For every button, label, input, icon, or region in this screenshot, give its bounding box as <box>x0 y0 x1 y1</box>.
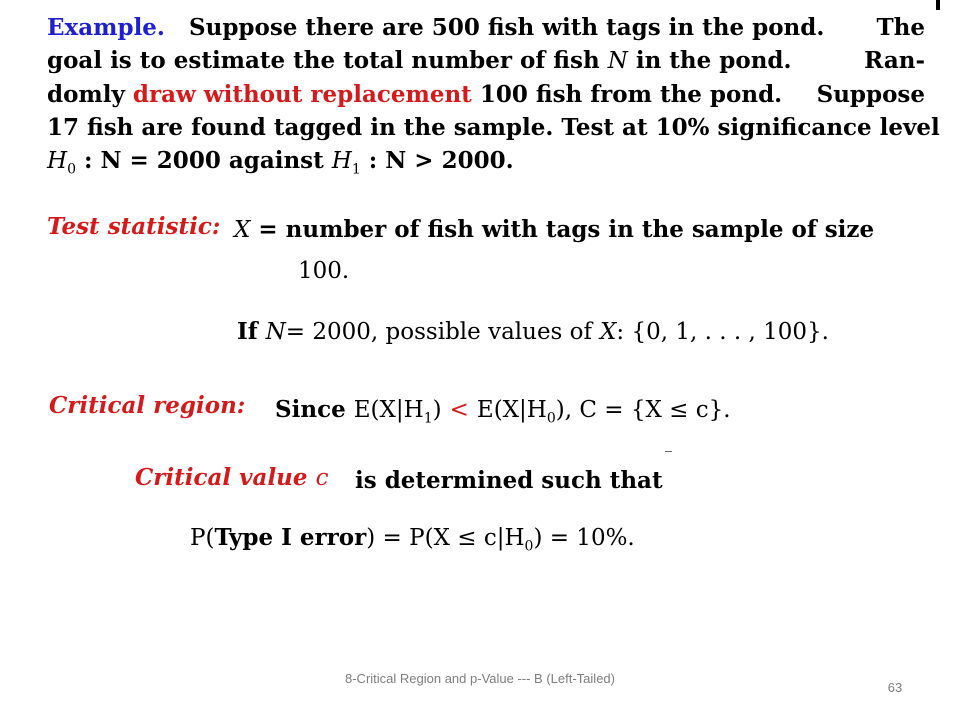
critical-value-text: is determined such that <box>355 467 663 494</box>
example-line-4 <box>47 114 940 141</box>
possible-values <box>237 318 829 345</box>
type-one-error-equation <box>190 524 635 555</box>
type-one-error-text: Type I error <box>214 524 367 551</box>
var-x: X <box>234 217 251 243</box>
example-line-2 <box>47 47 925 74</box>
expectation-h0-sub: 0 <box>546 410 556 427</box>
dash-mark <box>665 451 672 452</box>
critical-region-label: Critical region: <box>49 392 246 419</box>
example-line-1-text: Suppose there are 500 fish with tags in the pond. <box>188 14 825 41</box>
critical-region-statement: Since $E(X|H_1) < E(X|H_0)$, C = {X ≤ c}. <box>275 396 731 427</box>
critical-region-set: ), C = {X ≤ c}. <box>555 397 731 423</box>
example-line-3 <box>47 81 925 108</box>
page-number: 63 <box>887 680 903 695</box>
expectation-h1: E(X|H <box>353 397 424 423</box>
corner-mark <box>936 0 940 10</box>
test-statistic-text: = number of fish with tags in the sample of size <box>258 216 875 243</box>
equation-subscript: 0 <box>524 538 534 555</box>
example-line-3-start: domly <box>47 81 125 108</box>
footer-title: 8-Critical Region and p-Value --- B (Left-Tailed) <box>345 671 615 686</box>
possible-mid: = 2000, possible values of <box>285 319 593 345</box>
possible-var-n: N <box>265 319 286 345</box>
equation-end: ) = 10%. <box>533 525 635 551</box>
possible-set: : {0, 1, . . . , 100}. <box>616 319 829 345</box>
example-line-3-mid: 100 fish from the pond. <box>479 81 783 108</box>
h1-statement: : N > 2000. <box>368 147 514 174</box>
since-word: Since <box>275 396 346 423</box>
example-line-2-tail: in the pond. <box>635 47 792 74</box>
test-statistic-size: 100. <box>298 258 350 284</box>
example-line-4-text: 17 fish are found tagged in the sample. Test at 10% significance level <box>47 114 940 141</box>
example-line-3-end: Suppose <box>816 81 925 108</box>
test-statistic-label: Test statistic: <box>47 213 221 240</box>
equation-middle: ) = P(X ≤ c|H <box>366 525 525 551</box>
test-statistic-definition <box>234 216 874 243</box>
h0-subscript: 0 <box>67 161 76 178</box>
example-line-1-end: The <box>876 14 925 41</box>
example-label: Example. <box>47 14 165 41</box>
draw-without-replacement: draw without replacement <box>132 81 472 108</box>
expectation-h0: E(X|H <box>476 397 547 423</box>
possible-prefix: If <box>237 318 258 345</box>
critical-value-label-text: Critical value <box>135 464 308 491</box>
example-line-2-end: Ran- <box>864 47 925 74</box>
h1-symbol: H <box>331 148 352 174</box>
h0-symbol: H <box>47 148 68 174</box>
example-line-1 <box>47 14 925 41</box>
possible-var-x: X <box>600 319 617 345</box>
example-line-5 <box>47 147 514 178</box>
expectation-h1-sub: 1 <box>423 410 433 427</box>
var-n: N <box>607 48 628 74</box>
h0-statement: : N = 2000 against <box>84 147 324 174</box>
h1-subscript: 1 <box>351 161 361 178</box>
less-than-sign: < <box>449 397 469 423</box>
example-line-2-text: goal is to estimate the total number of fish <box>47 47 600 74</box>
critical-value-label <box>135 464 328 491</box>
equation-p-open: P( <box>190 525 215 551</box>
critical-value-var: c <box>315 465 329 491</box>
